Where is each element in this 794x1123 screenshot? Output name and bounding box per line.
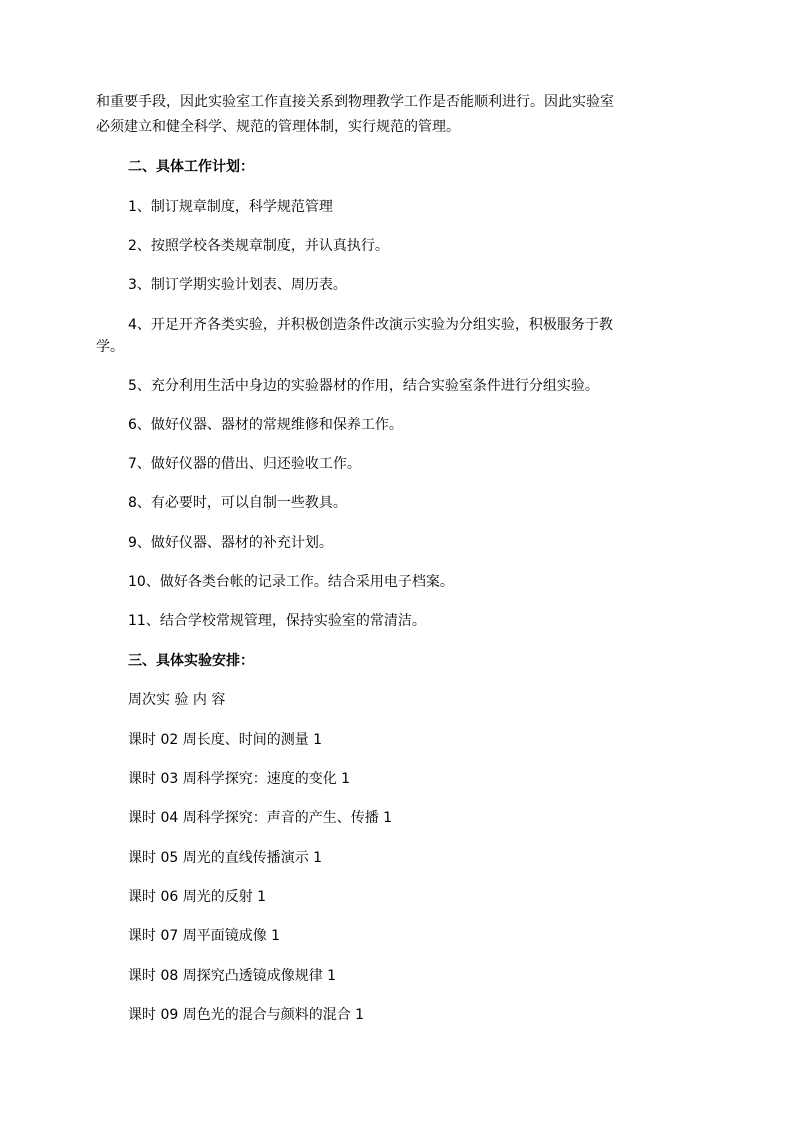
intro-line-1: 和重要手段，因此实验室工作直接关系到物理教学工作是否能顺利进行。因此实验室 [96,94,614,110]
section-2-heading: 二、具体工作计划： [128,159,254,175]
schedule-row: 课时 02 周长度、时间的测量 1 [128,732,323,748]
schedule-row: 课时 03 周科学探究：速度的变化 1 [128,771,351,787]
plan-item-4-continued: 学。 [96,339,124,355]
schedule-row: 课时 08 周探究凸透镜成像规律 1 [128,968,337,984]
plan-item-1: 1、制订规章制度，科学规范管理 [128,199,333,215]
plan-item-9: 9、做好仪器、器材的补充计划。 [128,535,333,551]
plan-item-11: 11、结合学校常规管理，保持实验室的常清洁。 [128,613,426,629]
schedule-row: 课时 06 周光的反射 1 [128,889,267,905]
plan-item-8: 8、有必要时，可以自制一些教具。 [128,495,347,511]
schedule-header: 周次实 验 内 容 [128,692,226,708]
intro-line-2: 必须建立和健全科学、规范的管理体制，实行规范的管理。 [96,119,460,135]
section-3-heading: 三、具体实验安排： [128,653,254,669]
plan-item-6: 6、做好仪器、器材的常规维修和保养工作。 [128,417,403,433]
schedule-row: 课时 05 周光的直线传播演示 1 [128,850,323,866]
schedule-row: 课时 04 周科学探究：声音的产生、传播 1 [128,810,393,826]
plan-item-2: 2、按照学校各类规章制度，并认真执行。 [128,238,389,254]
plan-item-10: 10、做好各类台帐的记录工作。结合采用电子档案。 [128,574,454,590]
plan-item-5: 5、充分利用生活中身边的实验器材的作用，结合实验室条件进行分组实验。 [128,378,599,394]
plan-item-4: 4、开足开齐各类实验，并积极创造条件改演示实验为分组实验，积极服务于教 [128,317,613,333]
plan-item-3: 3、制订学期实验计划表、周历表。 [128,277,347,293]
schedule-row: 课时 07 周平面镜成像 1 [128,928,281,944]
plan-item-7: 7、做好仪器的借出、归还验收工作。 [128,456,361,472]
schedule-row: 课时 09 周色光的混合与颜料的混合 1 [128,1007,365,1023]
